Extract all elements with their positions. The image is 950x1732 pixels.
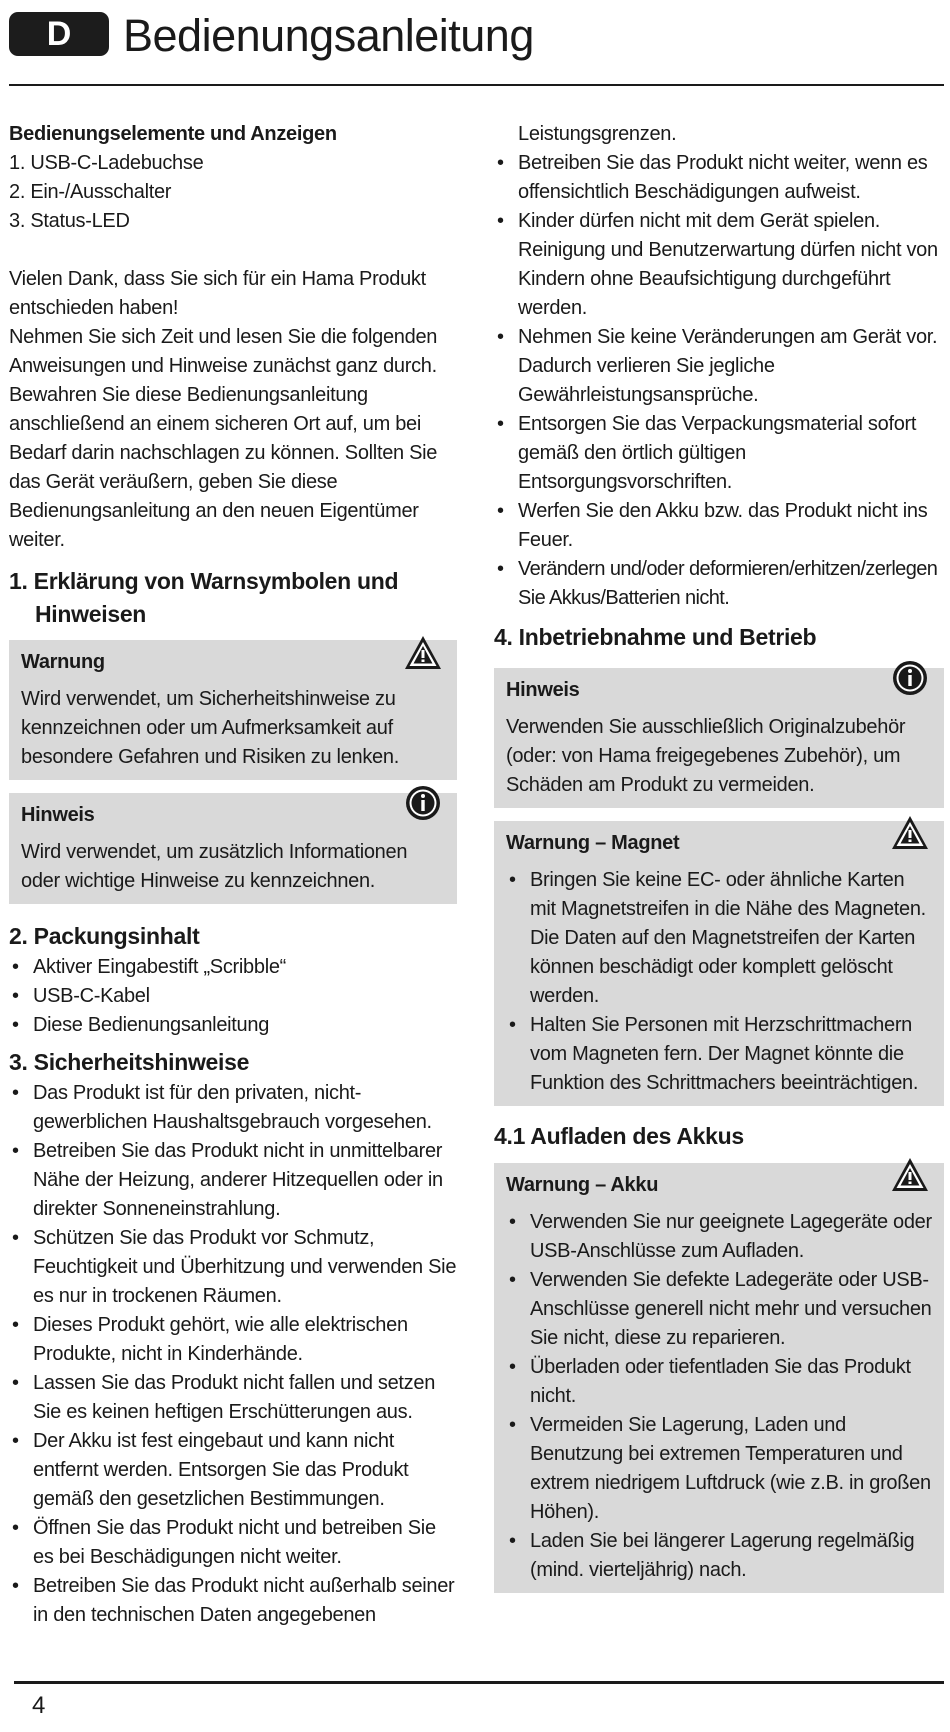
section2-heading: 2. Packungsinhalt: [9, 923, 200, 949]
package-contents-list: [9, 953, 457, 1040]
footer-divider: [14, 1681, 944, 1684]
intro-thanks: Vielen Dank, dass Sie sich für ein Hama Produkt entschieden haben!: [9, 268, 426, 319]
list-item: • USB-C-Kabel: [9, 982, 457, 1011]
list-item: • Diese Bedienungsanleitung: [9, 1011, 457, 1040]
section41-heading: 4.1 Aufladen des Akkus: [494, 1123, 744, 1149]
section3-heading: 3. Sicherheitshinweise: [9, 1049, 250, 1075]
list-item: • Entsorgen Sie das Verpackungsmaterial sofort gemäß den örtlich gültigen Entsorgungsvorschriften.: [494, 410, 944, 497]
warning-box-text: Wird verwendet, um Sicherheitshinweise zu kennzeichnen oder um Aufmerksamkeit auf besondere Gefahren und Risiken zu lenken.: [21, 688, 399, 768]
magnet-warning-box: [494, 821, 944, 1106]
note-box-text: Wird verwendet, um zusätzlich Informationen oder wichtige Hinweise zu kennzeichnen.: [21, 841, 408, 892]
list-item: • Das Produkt ist für den privaten, nicht-gewerblichen Haushaltsgebrauch vorgesehen.: [9, 1079, 457, 1137]
section4-heading: 4. Inbetriebnahme und Betrieb: [494, 624, 817, 650]
document-title: Bedienungsanleitung: [123, 10, 534, 61]
list-item: • Betreiben Sie das Produkt nicht außerhalb seiner in den technischen Daten angegebenen: [9, 1572, 457, 1630]
language-badge: D: [9, 12, 109, 56]
warning-box-title: Warnung: [21, 651, 105, 673]
control-item: 1. USB-C-Ladebuchse: [9, 152, 204, 174]
list-item: • Dieses Produkt gehört, wie alle elektrischen Produkte, nicht in Kinderhände.: [9, 1311, 457, 1369]
operation-note-title: Hinweis: [506, 679, 580, 701]
list-item: • Vermeiden Sie Lagerung, Laden und Benutzung bei extremen Temperaturen und extrem niedrigem Luftdruck (wie z.B. in großen Höhen).: [506, 1411, 932, 1527]
safety-list-continued: [494, 149, 944, 613]
note-box-title: Hinweis: [21, 804, 95, 826]
list-item: • Bringen Sie keine EC- oder ähnliche Karten mit Magnetstreifen in die Nähe des Magneten. Die Daten auf den Magnetstreifen der Karten können beschädigt oder komplett gelöscht werden.: [506, 866, 932, 1011]
info-circle-icon: [890, 658, 930, 698]
left-column: [9, 120, 457, 1630]
warning-box: [9, 640, 457, 780]
list-item: • Laden Sie bei längerer Lagerung regelmäßig (mind. vierteljährig) nach.: [506, 1527, 932, 1585]
operation-note-text: Verwenden Sie ausschließlich Originalzubehör (oder: von Hama freigegebenes Zubehör), um Schäden am Produkt zu vermeiden.: [506, 716, 906, 796]
page-number: 4: [32, 1692, 46, 1719]
control-item: 3. Status-LED: [9, 210, 130, 232]
akku-warning-title: Warnung – Akku: [506, 1174, 659, 1196]
magnet-warning-title: Warnung – Magnet: [506, 832, 680, 854]
magnet-warning-list: [506, 866, 932, 1098]
list-item: • Schützen Sie das Produkt vor Schmutz, Feuchtigkeit und Überhitzung und verwenden Sie es nur in trockenen Räumen.: [9, 1224, 457, 1311]
list-item: • Der Akku ist fest eingebaut und kann nicht entfernt werden. Entsorgen Sie das Produkt gemäß den gesetzlichen Bestimmungen.: [9, 1427, 457, 1514]
intro-paragraph: Nehmen Sie sich Zeit und lesen Sie die folgenden Anweisungen und Hinweise zunächst ganz durch. Bewahren Sie diese Bedienungsanleitung anschließend an einem sicheren Ort auf, um bei Bedarf darin nachschlagen zu können. Sollten Sie das Gerät veräußern, geben Sie diese Bedienungsanleitung an den neuen Eigentümer weiter.: [9, 326, 438, 551]
list-item: • Werfen Sie den Akku bzw. das Produkt nicht ins Feuer.: [494, 497, 944, 555]
page-header: [9, 8, 944, 88]
list-item: • Verwenden Sie defekte Ladegeräte oder USB-Anschlüsse generell nicht mehr und versuchen Sie nicht, diese zu reparieren.: [506, 1266, 932, 1353]
warning-triangle-icon: [890, 1155, 930, 1195]
list-item: • Halten Sie Personen mit Herzschrittmachern vom Magneten fern. Der Magnet könnte die Funktion des Schrittmachers beeinträchtigen.: [506, 1011, 932, 1098]
list-item: • Überladen oder tiefentladen Sie das Produkt nicht.: [506, 1353, 932, 1411]
info-circle-icon: [403, 783, 443, 823]
control-item: 2. Ein-/Ausschalter: [9, 181, 172, 203]
akku-warning-box: [494, 1163, 944, 1593]
list-item: • Betreiben Sie das Produkt nicht weiter, wenn es offensichtlich Beschädigungen aufweist.: [494, 149, 944, 207]
right-column: [494, 120, 944, 1593]
list-item-continuation: Leistungsgrenzen.: [518, 123, 677, 145]
akku-warning-list: [506, 1208, 932, 1585]
warning-triangle-icon: [890, 813, 930, 853]
warning-triangle-icon: [403, 633, 443, 673]
section1-heading: 1. Erklärung von Warnsymbolen und Hinweisen: [9, 568, 399, 627]
note-box: [9, 793, 457, 904]
list-item: • Aktiver Eingabestift „Scribble“: [9, 953, 457, 982]
operation-note-box: [494, 668, 944, 808]
list-item: • Verwenden Sie nur geeignete Lagegeräte oder USB-Anschlüsse zum Aufladen.: [506, 1208, 932, 1266]
list-item: • Verändern und/oder deformieren/erhitzen/zerlegen Sie Akkus/Batterien nicht.: [494, 555, 944, 613]
controls-title: Bedienungselemente und Anzeigen: [9, 123, 337, 145]
list-item: • Lassen Sie das Produkt nicht fallen und setzen Sie es keinen heftigen Erschütterungen aus.: [9, 1369, 457, 1427]
list-item: • Betreiben Sie das Produkt nicht in unmittelbarer Nähe der Heizung, anderer Hitzequellen oder in direkter Sonneneinstrahlung.: [9, 1137, 457, 1224]
header-divider: [9, 84, 944, 86]
safety-list: [9, 1079, 457, 1630]
list-item: • Kinder dürfen nicht mit dem Gerät spielen. Reinigung und Benutzerwartung dürfen nicht von Kindern ohne Beaufsichtigung durchgeführt werden.: [494, 207, 944, 323]
list-item: • Nehmen Sie keine Veränderungen am Gerät vor. Dadurch verlieren Sie jegliche Gewährleistungsansprüche.: [494, 323, 944, 410]
list-item: • Öffnen Sie das Produkt nicht und betreiben Sie es bei Beschädigungen nicht weiter.: [9, 1514, 457, 1572]
